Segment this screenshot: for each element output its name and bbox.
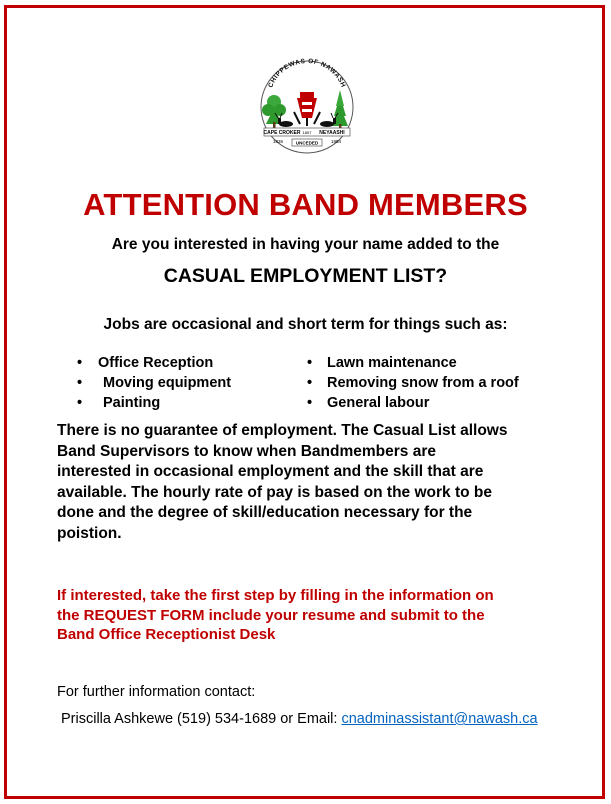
svg-text:UNCEDED: UNCEDED xyxy=(295,140,319,146)
svg-text:CHIPPEWAS OF NAWASH: CHIPPEWAS OF NAWASH xyxy=(267,57,347,89)
bullet-icon: • xyxy=(77,395,83,411)
svg-text:NEYAASHI: NEYAASHI xyxy=(319,130,345,136)
employment-disclaimer: There is no guarantee of employment. The Casual List allows Band Supervisors to know when Bandmembers are interested in occasional employment and the skill that are available. The hourly rate of pay is based on the work to be done and the degree of skill/education necessary for the poistion. xyxy=(57,422,508,542)
chippewas-of-nawash-seal xyxy=(252,52,362,162)
intro-question: Are you interested in having your name added to the xyxy=(111,236,500,253)
bullet-icon: • xyxy=(307,355,313,371)
jobs-intro: Jobs are occasional and short term for things such as: xyxy=(103,316,508,333)
drum-figure-icon xyxy=(294,92,320,126)
bullet-icon: • xyxy=(77,375,83,391)
bullet-icon: • xyxy=(77,355,83,371)
svg-text:1854: 1854 xyxy=(330,139,342,144)
list-subtitle: CASUAL EMPLOYMENT LIST? xyxy=(163,265,448,287)
bullet-icon: • xyxy=(307,375,313,391)
seal-ribbon xyxy=(264,128,350,146)
contact-details xyxy=(61,711,538,727)
bullet-icon: • xyxy=(307,395,313,411)
page-title: ATTENTION BAND MEMBERS xyxy=(83,187,528,222)
call-to-action: If interested, take the first step by filling in the information on the REQUEST FORM include your resume and submit to the Band Office Receptionist Desk xyxy=(57,587,494,643)
svg-text:1836: 1836 xyxy=(272,139,284,144)
svg-text:1857: 1857 xyxy=(302,130,312,135)
email-link[interactable]: cnadminassistant@nawash.ca xyxy=(341,711,538,727)
contact-label: For further information contact: xyxy=(57,684,256,700)
svg-text:CAPE CROKER: CAPE CROKER xyxy=(263,130,301,136)
contact-name-phone: Priscilla Ashkewe (519) 534-1689 or Email: xyxy=(61,711,342,727)
flyer-page: CHIPPEWAS OF NAWASH CAPE CROKER NEYAASHI 1857 1836 1854 UNCEDED ATTENTION BAND MEMBERS Are you interested in having your name added to the CASUAL EMPLOYMENT LIST? Jobs are occasional and short term for things such as: • Office Reception • Moving equipment • Painting • Lawn maintenance • Removing snow from a roof • General labour There is no guarantee of employment. The Casual List allows Band Supervisors to know when Bandmembers are interested in occasional employment and the skill that are available. The hourly rate of pay is based on the work to be done and the degree of skill/education necessary for the poistion. If interested, take the first step by filling in the information on the REQUEST FORM include your resume and submit to the Band Office Receptionist Desk For further information contact: Priscilla Ashkewe (519) 534-1689 or Email: cnadminassistant@nawash.ca xyxy=(0,0,611,804)
